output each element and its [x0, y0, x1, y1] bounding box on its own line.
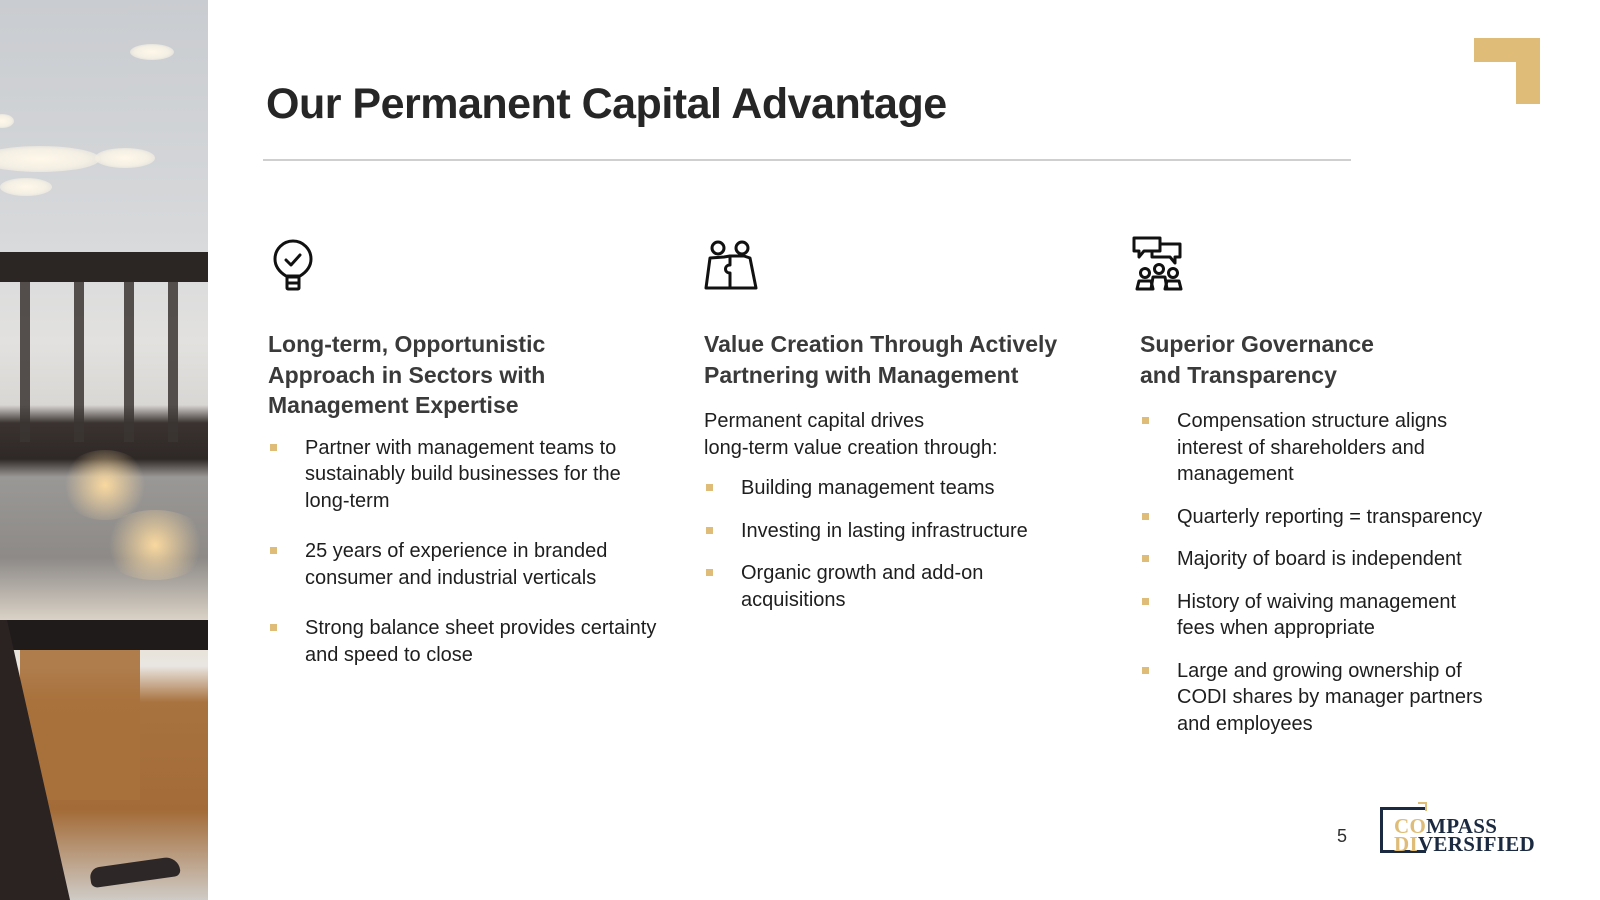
bullet-square-icon: [270, 624, 277, 631]
bullet-square-icon: [706, 484, 713, 491]
corner-accent-shape: [1474, 38, 1540, 104]
column-intro: Permanent capital drives long-term value creation through:: [704, 410, 998, 459]
list-item: Organic growth and add-on acquisitions: [704, 560, 1104, 613]
bullet-square-icon: [1142, 667, 1149, 674]
list-item: Partner with management teams to sustainably build businesses for the long-term: [268, 435, 668, 515]
logo-line-2: DIVERSIFIED: [1394, 832, 1536, 856]
people-puzzle-icon: [702, 234, 762, 294]
bullet-square-icon: [270, 547, 277, 554]
group-discussion-icon: [1130, 234, 1190, 294]
column-heading: Value Creation Through Actively Partnering with Management: [704, 331, 1058, 388]
list-item: History of waiving management fees when appropriate: [1140, 589, 1540, 642]
list-item: Majority of board is independent: [1140, 546, 1540, 573]
column-value-creation: [704, 234, 1104, 629]
slide-title: Our Permanent Capital Advantage: [266, 80, 947, 128]
bullet-square-icon: [706, 527, 713, 534]
lightbulb-check-icon: [266, 234, 326, 294]
column-heading: Long-term, Opportunistic Approach in Sectors with Management Expertise: [268, 331, 546, 418]
column-governance: [1140, 234, 1540, 753]
list-item: 25 years of experience in branded consumer and industrial verticals: [268, 538, 668, 591]
bullet-square-icon: [706, 569, 713, 576]
logo-line-1: COMPASS: [1394, 814, 1498, 838]
bullet-square-icon: [1142, 417, 1149, 424]
bullet-square-icon: [1142, 555, 1149, 562]
bullet-list: [704, 475, 1104, 613]
list-item: Large and growing ownership of CODI shares by manager partners and employees: [1140, 658, 1540, 738]
office-photo: [0, 0, 208, 900]
bullet-square-icon: [1142, 598, 1149, 605]
bullet-list: [268, 435, 668, 669]
column-heading: Superior Governance and Transparency: [1140, 331, 1374, 388]
page-number: 5: [1337, 826, 1348, 846]
list-item: Compensation structure aligns interest of shareholders and management: [1140, 408, 1540, 488]
logo-corner-accent-icon: [1418, 802, 1427, 811]
list-item: Strong balance sheet provides certainty and speed to close: [268, 615, 668, 668]
bullet-square-icon: [270, 444, 277, 451]
list-item: Building management teams: [704, 475, 1104, 502]
column-long-term-approach: [268, 234, 668, 684]
list-item: Quarterly reporting = transparency: [1140, 504, 1560, 531]
title-divider: [263, 159, 1351, 161]
bullet-list: [1140, 408, 1540, 737]
bullet-square-icon: [1142, 513, 1149, 520]
compass-diversified-logo: [1380, 802, 1550, 858]
list-item: Investing in lasting infrastructure: [704, 518, 1104, 545]
